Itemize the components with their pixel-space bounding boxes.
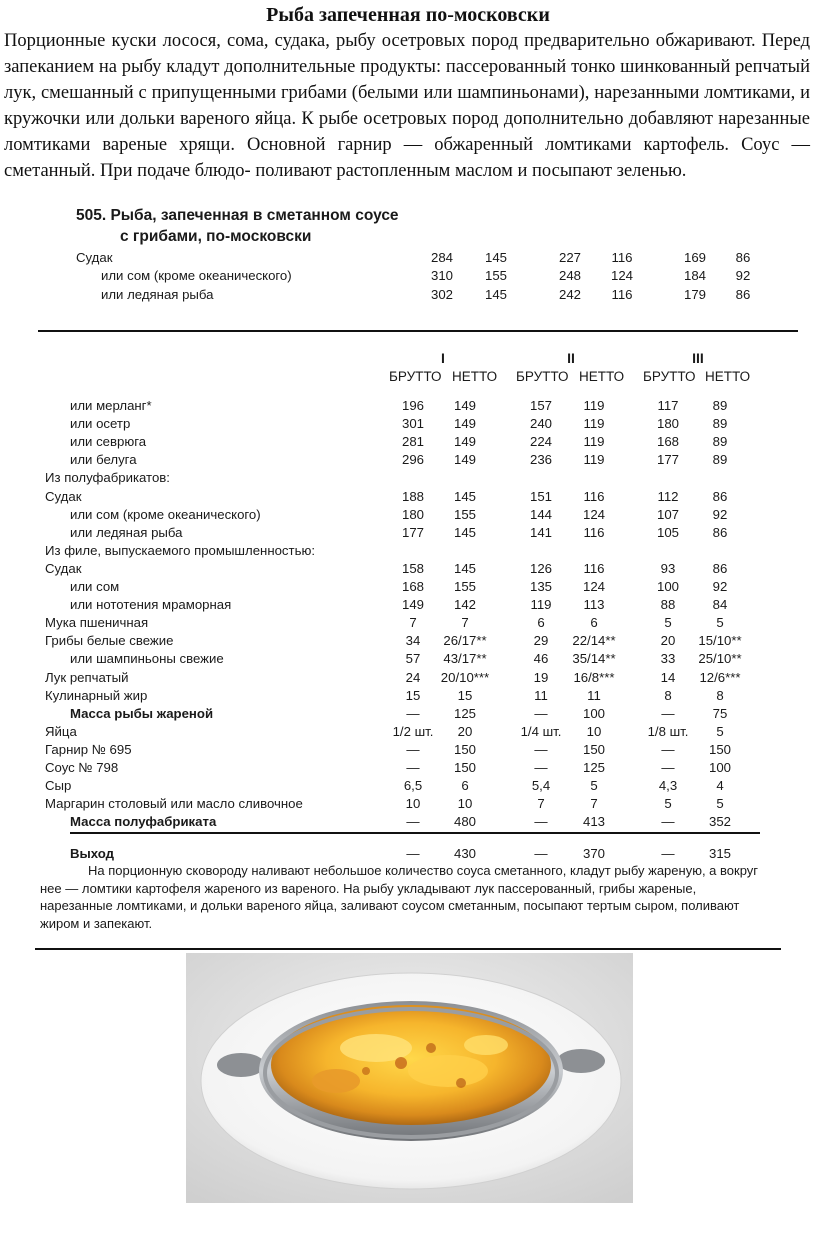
table-row [0,396,816,415]
recipe-heading-line-2: с грибами, по-московски [120,228,312,245]
row-label: или сом [70,579,120,594]
table-row [0,668,816,687]
row-value: 480 [453,814,476,830]
row-value: 135 [529,579,552,594]
row-label: Яйца [45,723,77,739]
row-value: — [534,814,548,830]
row-value: 7 [590,796,598,812]
row-value: 6 [590,615,598,631]
row-label: или сом (кроме океанического) [101,268,292,283]
row-value: 92 [712,579,728,594]
row-value: 116 [611,287,633,302]
row-label: или сом (кроме океанического) [70,506,261,522]
row-value: — [534,846,548,861]
table-row [0,450,816,469]
row-value: 168 [401,579,424,594]
row-label: или севрюга [70,434,147,450]
row-value: 43/17** [443,651,487,667]
row-value: — [661,846,675,861]
row-label: Судак [76,250,113,265]
row-value: 8 [716,687,724,703]
row-value: 119 [583,434,605,450]
row-value: 6 [461,778,469,794]
table-row [0,432,816,451]
row-label: Из полуфабрикатов: [45,470,170,486]
row-value: 236 [529,452,552,468]
row-value: 89 [712,452,728,468]
row-value: 5 [664,796,672,812]
row-value: 88 [660,597,676,613]
row-value: 5 [590,778,598,794]
table-row [0,776,816,795]
gross-header-2: БРУТТО [516,369,569,384]
row-value: 149 [453,398,476,413]
row-value: 180 [401,506,424,522]
row-value: 149 [453,416,476,432]
row-value: 7 [537,796,545,812]
row-value: 116 [611,250,633,265]
row-value: — [661,814,675,830]
divider-top [38,330,798,332]
net-header-1: НЕТТО [452,369,498,384]
row-label: или ледяная рыба [101,287,214,302]
row-value: 105 [656,524,679,540]
row-value: 296 [401,452,424,468]
row-value: 124 [582,506,605,522]
row-value: — [406,705,420,721]
row-value: 84 [712,597,728,613]
row-value: 158 [401,560,424,576]
row-label: Лук репчатый [45,669,129,685]
row-value: 5 [716,615,724,631]
row-value: 4 [716,778,724,794]
table-row [0,523,816,542]
row-value: 310 [430,268,453,283]
row-value: 302 [430,287,453,302]
row-value: 10 [586,723,602,739]
divider-table-bottom [70,832,760,834]
table-row [0,844,816,863]
table-row [0,722,816,741]
row-value: 155 [484,268,507,283]
table-row [0,740,816,759]
recipe-heading [76,205,399,247]
table-row [0,541,816,560]
row-value: 145 [484,250,507,265]
intro-paragraph: Порционные куски лосося, сома, судака, рыбу осетровых пород предварительно обжаривают. Перед запеканием на рыбу кладут дополнительные продукты: пассерованный тонко шинкованный репчатый лук, смешанный с припущенными грибами (белыми или шампиньонами), нарезанными ломтиками, и кружочки или дольки вареного яйца. К рыбе осетровых пород дополнительно добавляют нарезанные ломтиками вареные хрящи. Основной гарнир — обжаренный ломтиками картофель. Соус — сметанный. При подаче блюдо- поливают растопленным маслом и посыпают зеленью. [4,31,810,181]
row-label: или ледяная рыба [70,524,183,540]
row-value: 5 [664,615,672,631]
row-value: 242 [558,287,581,302]
row-value: 20 [457,723,473,739]
row-label: Из филе, выпускаемого промышленностью: [45,542,315,558]
row-value: 15 [405,687,421,703]
row-label: Гарнир № 695 [45,741,132,757]
row-value: 86 [735,250,751,265]
row-value: 89 [712,398,728,413]
row-value: — [661,705,675,721]
row-value: 14 [660,669,676,685]
row-value: 10 [457,796,473,812]
row-value: — [406,846,420,861]
row-value: — [534,705,548,721]
row-value: 155 [453,506,476,522]
table-row [0,812,816,831]
row-value: 11 [587,687,601,703]
table-row [0,487,816,506]
row-value: 125 [582,760,605,775]
dish-photo-image [186,953,633,1203]
row-value: 315 [708,846,731,861]
row-value: 370 [582,846,605,861]
row-value: 25/10** [698,651,742,667]
row-value: 177 [401,524,424,540]
top-row [0,285,816,304]
row-value: 188 [401,488,424,504]
row-value: 149 [453,452,476,468]
row-value: 20 [660,633,676,649]
top-row [0,248,816,267]
table-row [0,758,816,777]
row-value: 224 [529,434,552,450]
net-header-3: НЕТТО [705,369,751,384]
row-value: 22/14** [572,633,616,649]
row-label: или нототения мраморная [70,597,232,613]
table-row [0,649,816,668]
row-value: 86 [735,287,751,302]
row-value: 119 [583,452,605,468]
row-label: Масса рыбы жареной [70,705,214,721]
row-value: 113 [583,597,605,613]
row-value: 284 [430,250,453,265]
row-value: 1/8 шт. [647,723,689,739]
row-value: 8 [664,687,672,703]
row-label: Маргарин столовый или масло сливочное [45,796,303,812]
row-label: Кулинарный жир [45,687,148,703]
row-value: 155 [453,579,476,594]
row-label: Соус № 798 [45,760,119,775]
row-value: 24 [405,669,421,685]
table-row [0,686,816,705]
row-value: 116 [583,524,605,540]
col-group-2: II [567,350,575,366]
row-value: 57 [405,651,421,667]
row-value: 157 [529,398,552,413]
row-value: 184 [683,268,706,283]
row-label: Сыр [45,778,72,794]
row-value: 86 [712,488,728,504]
col-group-1: I [441,350,445,366]
row-value: 126 [529,560,552,576]
table-row [0,613,816,632]
row-value: — [406,760,420,775]
row-label: или мерланг* [70,398,152,413]
row-value: 179 [683,287,706,302]
table-row [0,505,816,524]
row-value: 5 [716,796,724,812]
row-value: 34 [405,633,421,649]
row-value: 227 [558,250,581,265]
table-row [0,414,816,433]
preparation-note [40,862,760,932]
col-group-3: III [692,350,704,366]
row-label: Грибы белые свежие [45,633,174,649]
row-value: 92 [712,506,728,522]
row-value: 144 [529,506,552,522]
row-value: 150 [453,760,476,775]
row-value: 6 [537,615,545,631]
row-value: 5,4 [531,778,551,794]
row-value: 7 [461,615,469,631]
row-value: 89 [712,434,728,450]
row-value: 141 [529,524,552,540]
row-value: — [661,760,675,775]
dish-photo [186,953,633,1203]
table-row [0,595,816,614]
row-value: — [406,741,420,757]
row-value: 149 [453,434,476,450]
row-value: 145 [484,287,507,302]
row-value: 12/6*** [699,669,741,685]
row-value: 107 [656,506,679,522]
row-value: 413 [582,814,605,830]
row-label: Судак [45,488,82,504]
row-value: — [534,760,548,775]
row-value: 86 [712,524,728,540]
row-label: Выход [70,846,115,861]
row-value: 430 [453,846,476,861]
row-value: 16/8*** [573,669,615,685]
row-value: 117 [657,398,679,413]
row-value: 281 [401,434,424,450]
row-value: 35/14** [572,651,616,667]
table-row [0,794,816,813]
row-value: 119 [583,416,605,432]
gross-header-3: БРУТТО [643,369,696,384]
row-value: 248 [558,268,581,283]
row-label: или шампиньоны свежие [70,651,224,667]
row-value: 168 [656,434,679,450]
row-label: или осетр [70,416,131,432]
row-value: 196 [401,398,424,413]
row-value: 15/10** [698,633,742,649]
divider-bottom [35,948,781,950]
row-value: — [534,741,548,757]
row-value: 5 [716,723,724,739]
row-value: 100 [708,760,731,775]
row-value: 240 [529,416,552,432]
row-value: 151 [529,488,552,504]
row-value: 20/10*** [440,669,490,685]
row-value: 100 [656,579,679,594]
table-row [0,704,816,723]
row-value: 145 [453,560,476,576]
row-value: 7 [409,615,417,631]
page-title: Рыба запеченная по-московски [266,4,550,26]
row-value: 112 [657,488,679,504]
row-label: Масса полуфабриката [70,814,217,830]
row-value: 19 [533,669,549,685]
row-label: Мука пшеничная [45,615,149,631]
row-value: 169 [683,250,706,265]
row-value: 124 [610,268,633,283]
row-value: 301 [401,416,424,432]
row-value: 116 [583,560,605,576]
recipe-heading-line-1: 505. Рыба, запеченная в сметанном соусе [76,207,399,224]
row-value: 46 [533,651,549,667]
row-value: 119 [583,398,605,413]
row-value: 29 [533,633,549,649]
row-value: 177 [656,452,679,468]
row-value: — [661,741,675,757]
row-value: 92 [735,268,751,283]
row-value: 1/2 шт. [392,723,434,739]
row-value: 352 [708,814,731,830]
row-value: 100 [582,705,605,721]
row-value: 11 [534,687,548,703]
row-value: 145 [453,524,476,540]
top-row [0,266,816,285]
row-value: 4,3 [658,778,678,794]
row-value: 142 [453,597,476,613]
table-row [0,559,816,578]
row-value: 150 [453,741,476,757]
row-label: Судак [45,560,82,576]
row-value: 180 [656,416,679,432]
gross-header-1: БРУТТО [389,369,442,384]
row-value: 150 [708,741,731,757]
preparation-note-text: На порционную сковороду наливают небольшое количество соуса сметанного, кладут рыбу жареную, а вокруг нее — ломтики картофеля жареного из вареного. На рыбу укладывают лук пассерованный, грибы жареные, нарезанные ломтиками, и дольки вареного яйца, заливают соусом сметанным, посыпают тертым сыром, поливают жиром и запекают. [40,863,759,931]
row-value: 116 [583,488,605,504]
row-value: 33 [660,651,676,667]
row-value: — [406,814,420,830]
row-value: 150 [582,741,605,757]
row-value: 10 [405,796,421,812]
net-header-2: НЕТТО [579,369,625,384]
row-value: 145 [453,488,476,504]
row-value: 26/17** [443,633,487,649]
row-value: 75 [712,705,728,721]
row-value: 125 [453,705,476,721]
table-row [0,468,816,487]
row-value: 119 [530,597,552,613]
row-value: 89 [712,416,728,432]
row-value: 86 [712,560,728,576]
row-value: 15 [457,687,473,703]
row-value: 124 [582,579,605,594]
row-value: 93 [660,560,676,576]
row-value: 1/4 шт. [520,723,562,739]
table-row [0,631,816,650]
row-label: или белуга [70,452,137,468]
row-value: 6,5 [403,778,423,794]
row-value: 149 [401,597,424,613]
table-row [0,577,816,596]
